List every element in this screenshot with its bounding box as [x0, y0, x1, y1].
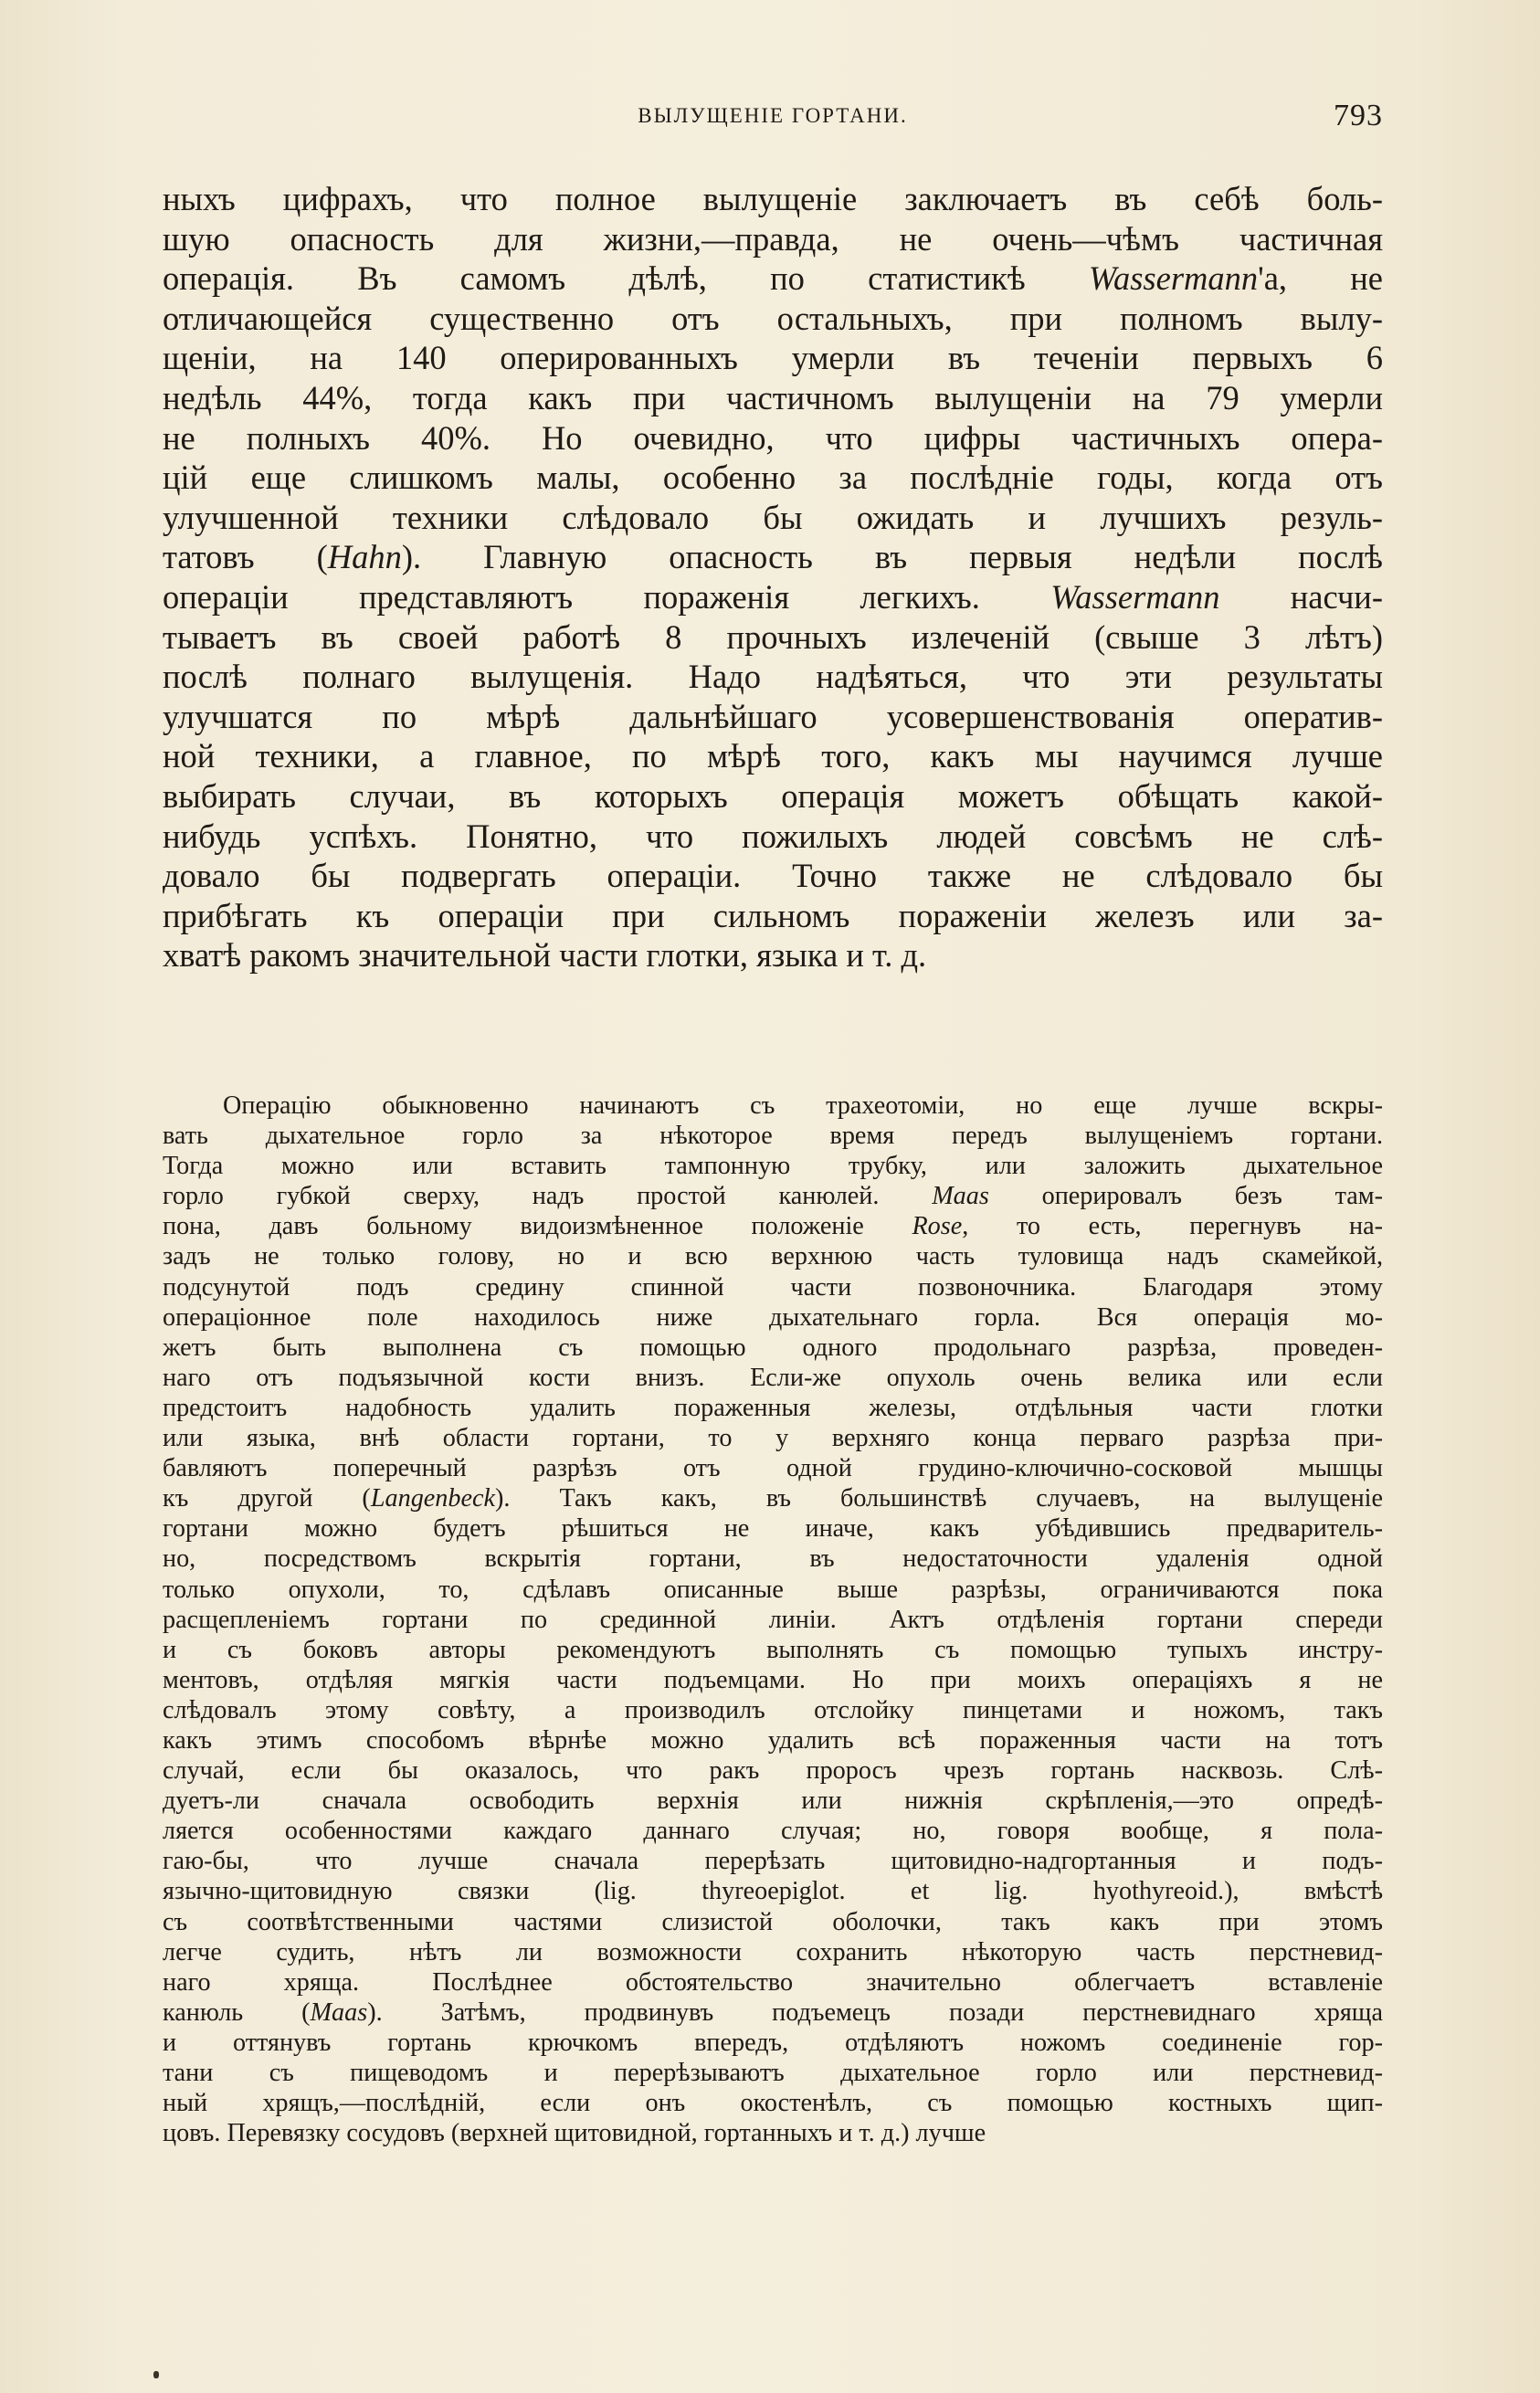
text-run: предстоитъ надобность удалить пораженныя железы, отдѣльныя части глотки	[163, 1393, 1383, 1422]
text-run: отличающейся существенно отъ остальныхъ, при полномъ вылу-	[163, 299, 1383, 337]
text-run: хватѣ ракомъ значительной части глотки, языка и т. д.	[163, 936, 927, 975]
text-line	[163, 1121, 1383, 1151]
text-line	[163, 179, 1383, 219]
text-line	[163, 1091, 1383, 1121]
text-line	[163, 1211, 1383, 1241]
main-paragraph	[163, 179, 1383, 975]
italic-name: Hahn	[327, 538, 402, 576]
text-run: жетъ быть выполнена съ помощью одного продольнаго разрѣза, проведен-	[163, 1333, 1383, 1362]
text-line	[163, 1513, 1383, 1544]
text-line	[163, 1393, 1383, 1423]
text-line	[163, 1363, 1383, 1393]
text-line	[163, 1241, 1383, 1271]
text-line	[163, 1181, 1383, 1211]
text-line	[163, 1544, 1383, 1574]
text-run: татовъ (	[163, 538, 328, 576]
text-run: нибудь успѣхъ. Понятно, что пожилыхъ людей совсѣмъ не слѣ-	[163, 817, 1383, 855]
text-run: расщепленіемъ гортани по срединной линіи. Актъ отдѣленія гортани спереди	[163, 1605, 1383, 1634]
text-line	[163, 1695, 1383, 1725]
text-run: операція. Въ самомъ дѣлѣ, по статистикѣ	[163, 259, 1089, 298]
text-line	[163, 1937, 1383, 1967]
text-run: подсунутой подъ средину спинной части позвоночника. Благодаря этому	[163, 1272, 1383, 1302]
text-run: цій еще слишкомъ малы, особенно за послѣдніе годы, когда отъ	[163, 459, 1383, 497]
text-line	[163, 537, 1383, 577]
text-line	[163, 2118, 1383, 2148]
text-run: ныхъ цифрахъ, что полное вылущеніе заключаетъ въ себѣ боль-	[163, 180, 1383, 217]
text-run: операціи представляютъ пораженія легкихъ.	[163, 577, 1051, 616]
text-line	[163, 1605, 1383, 1635]
italic-name: Maas	[932, 1182, 989, 1211]
page-number: 793	[1334, 99, 1383, 132]
text-run: Операцію обыкновенно начинаютъ съ трахеотоміи, но еще лучше вскры-	[223, 1091, 1383, 1120]
text-run: , то есть, перегнувъ на-	[962, 1212, 1383, 1241]
text-run: Тогда можно или вставить тампонную трубку, или заложить дыхательное	[163, 1152, 1383, 1181]
text-run: легче судить, нѣтъ ли возможности сохранить нѣкоторую часть перстневид-	[163, 1937, 1383, 1966]
text-run: ментовъ, отдѣляя мягкія части подъемцами. Но при моихъ операціяхъ я не	[163, 1665, 1383, 1694]
text-line	[163, 258, 1383, 299]
text-run: но, посредствомъ вскрытія гортани, въ недостаточности удаленія одной	[163, 1544, 1383, 1574]
text-line	[163, 498, 1383, 538]
text-line	[163, 1816, 1383, 1846]
italic-name: Langenbeck	[370, 1484, 496, 1513]
text-line	[163, 776, 1383, 817]
text-line	[163, 577, 1383, 617]
text-line	[163, 817, 1383, 857]
text-line	[163, 1575, 1383, 1605]
text-line	[163, 219, 1383, 259]
text-line	[163, 1725, 1383, 1755]
text-run: выбирать случаи, въ которыхъ операція можетъ обѣщать какой-	[163, 776, 1383, 815]
text-run: тани съ пищеводомъ и перерѣзываютъ дыхательное горло или перстневид-	[163, 2059, 1383, 2087]
text-line	[163, 1846, 1383, 1876]
running-title: ВЫЛУЩЕНІЕ ГОРТАНИ.	[638, 104, 908, 127]
text-run: ). Затѣмъ, продвинувъ подъемецъ позади перстневиднаго хряща	[367, 1998, 1383, 2027]
text-line	[163, 1998, 1383, 2028]
text-line	[163, 1453, 1383, 1483]
text-run: горло губкой сверху, надъ простой канюлей.	[163, 1182, 933, 1211]
text-run: дуетъ-ли сначала освободить верхнія или нижнія скрѣпленія,—это опредѣ-	[163, 1787, 1383, 1816]
text-run: слѣдовалъ этому совѣту, а производилъ отслойку пинцетами и ножомъ, такъ	[163, 1695, 1383, 1724]
text-run: насчи-	[1219, 577, 1383, 616]
text-run: операціонное поле находилось ниже дыхательнаго горла. Вся операція мо-	[163, 1302, 1383, 1332]
text-line	[163, 2088, 1383, 2118]
text-run: довало бы подвергать операціи. Точно также не слѣдовало бы	[163, 857, 1383, 895]
text-run: наго хряща. Послѣднее обстоятельство значительно облегчаетъ вставленіе	[163, 1967, 1383, 1997]
text-line	[163, 935, 1383, 975]
text-line	[163, 736, 1383, 776]
text-line	[163, 1635, 1383, 1665]
text-line	[163, 1907, 1383, 1937]
text-run: щеніи, на 140 оперированныхъ умерли въ теченіи первыхъ 6	[163, 339, 1383, 377]
italic-name: Wassermann	[1050, 577, 1220, 616]
text-run: и оттянувъ гортань крючкомъ впередъ, отдѣляютъ ножомъ соединеніе гор-	[163, 2028, 1383, 2057]
text-run: тываетъ въ своей работѣ 8 прочныхъ излеченій (свыше 3 лѣтъ)	[163, 617, 1383, 656]
text-run: наго отъ подъязычной кости внизъ. Если-же опухоль очень велика или если	[163, 1363, 1383, 1392]
text-run: гортани можно будетъ рѣшиться не иначе, какъ убѣдившись предваритель-	[163, 1514, 1383, 1544]
text-run: улучшенной техники слѣдовало бы ожидать и лучшихъ резуль-	[163, 498, 1383, 536]
text-run: ной техники, а главное, по мѣрѣ того, какъ мы научимся лучше	[163, 737, 1383, 775]
text-line	[163, 896, 1383, 936]
text-line	[163, 1302, 1383, 1333]
text-run: какъ этимъ способомъ вѣрнѣе можно удалить всѣ пораженныя части на тотъ	[163, 1725, 1383, 1755]
text-run: случай, если бы оказалось, что ракъ проросъ чрезъ гортань насквозь. Слѣ-	[163, 1756, 1383, 1786]
text-line	[163, 299, 1383, 339]
text-run: оперировалъ безъ там-	[988, 1182, 1383, 1211]
text-line	[163, 1665, 1383, 1695]
text-run: 'а, не	[1258, 259, 1383, 298]
text-line	[163, 378, 1383, 418]
text-line	[163, 2028, 1383, 2058]
text-run: къ другой (	[163, 1484, 371, 1513]
italic-name: Wassermann	[1088, 259, 1259, 298]
text-run: или языка, внѣ области гортани, то у верхняго конца перваго разрѣза при-	[163, 1424, 1383, 1453]
text-run: съ соотвѣтственными частями слизистой оболочки, такъ какъ при этомъ	[163, 1907, 1383, 1936]
ink-speck	[153, 2371, 159, 2378]
text-run: гаю-бы, что лучше сначала перерѣзать щитовидно-надгортанныя и подъ-	[163, 1847, 1383, 1876]
text-run: задъ не только голову, но и всю верхнюю часть туловища надъ скамейкой,	[163, 1242, 1383, 1271]
text-run: ). Главную опасность въ первыя недѣли послѣ	[401, 538, 1383, 576]
text-run: цовъ. Перевязку сосудовъ (верхней щитовидной, гортанныхъ и т. д.) лучше	[163, 2119, 986, 2148]
running-head	[163, 99, 1383, 135]
text-run: пона, давъ больному видоизмѣненное положеніе	[163, 1212, 912, 1241]
text-run: канюль (	[163, 1998, 311, 2027]
italic-name: Rose	[912, 1212, 963, 1241]
small-print-paragraph	[163, 1091, 1383, 2148]
text-run: послѣ полнаго вылущенія. Надо надѣяться, что эти результаты	[163, 658, 1383, 696]
text-line	[163, 2058, 1383, 2088]
italic-name: Maas	[310, 1998, 368, 2027]
text-run: язычно-щитовидную связки (lig. thyreoepiglot. et lig. hyothyreoid.), вмѣстѣ	[163, 1877, 1383, 1906]
text-run: вать дыхательное горло за нѣкоторое время передъ вылущеніемъ гортани.	[163, 1122, 1383, 1151]
text-line	[163, 1755, 1383, 1786]
text-run: прибѣгать къ операціи при сильномъ пораженіи железъ или за-	[163, 896, 1383, 934]
text-run: только опухоли, то, сдѣлавъ описанные выше разрѣзы, ограничиваются пока	[163, 1575, 1383, 1604]
text-run: и съ боковъ авторы рекомендуютъ выполнять съ помощью тупыхъ инстру-	[163, 1635, 1383, 1664]
text-line	[163, 856, 1383, 896]
text-run: шую опасность для жизни,—правда, не очень—чѣмъ частичная	[163, 219, 1383, 258]
text-line	[163, 418, 1383, 459]
text-run: бавляютъ поперечный разрѣзъ отъ одной грудино-ключично-сосковой мышцы	[163, 1454, 1383, 1483]
text-line	[163, 1333, 1383, 1363]
text-line	[163, 1786, 1383, 1816]
text-line	[163, 1876, 1383, 1906]
text-line	[163, 657, 1383, 697]
text-line	[163, 1151, 1383, 1181]
text-run: не полныхъ 40%. Но очевидно, что цифры частичныхъ опера-	[163, 418, 1383, 457]
text-line	[163, 617, 1383, 658]
text-run: ляется особенностями каждаго даннаго случая; но, говоря вообще, я пола-	[163, 1817, 1383, 1846]
text-line	[163, 1272, 1383, 1302]
text-line	[163, 697, 1383, 737]
text-line	[163, 1483, 1383, 1513]
text-run: ). Такъ какъ, въ большинствѣ случаевъ, на вылущеніе	[495, 1484, 1383, 1513]
text-line	[163, 1423, 1383, 1453]
text-run: улучшатся по мѣрѣ дальнѣйшаго усовершенствованія оператив-	[163, 697, 1383, 735]
text-run: ный хрящъ,—послѣдній, если онъ окостенѣлъ, съ помощью костныхъ щип-	[163, 2089, 1383, 2118]
text-line	[163, 338, 1383, 378]
text-run: недѣль 44%, тогда какъ при частичномъ вылущеніи на 79 умерли	[163, 378, 1383, 416]
text-line	[163, 1967, 1383, 1998]
text-line	[163, 458, 1383, 498]
